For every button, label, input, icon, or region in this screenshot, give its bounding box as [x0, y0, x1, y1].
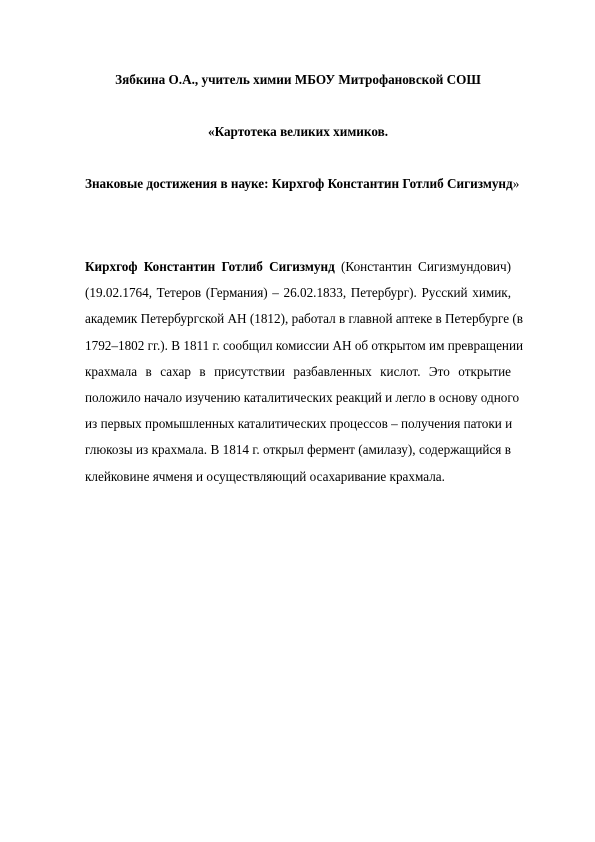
- document-title: «Картотека великих химиков.: [207, 124, 389, 139]
- bio-line-1-rest: (Константин Сигизмундович): [334, 259, 512, 274]
- author-line: Зябкина О.А., учитель химии МБОУ Митрофановской СОШ: [115, 72, 481, 87]
- subtitle-closing-quote: »: [512, 176, 520, 191]
- bio-line-1: [85, 254, 511, 280]
- document-subtitle: [85, 175, 555, 193]
- bio-line-7: из первых промышленных каталитических процессов – получения патоки и: [85, 416, 513, 432]
- bio-line-6: положило начало изучению каталитических реакций и легло в основу одного: [85, 389, 520, 405]
- bio-line-5: крахмала в сахар в присутствии разбавленных кислот. Это открытие: [85, 363, 511, 379]
- biography-paragraph: [85, 254, 524, 490]
- bio-line-8: глюкозы из крахмала. В 1814 г. открыл фермент (амилазу), содержащийся в: [85, 442, 511, 458]
- bio-line-3: академик Петербургской АН (1812), работал в главной аптеке в Петербурге (в: [85, 311, 523, 327]
- bio-person-name: Кирхгоф Константин Готлиб Сигизмунд: [85, 259, 335, 274]
- bio-line-9: клейковине ячменя и осуществляющий осахаривание крахмала.: [85, 468, 445, 484]
- subtitle-text: Знаковые достижения в науке: Кирхгоф Константин Готлиб Сигизмунд: [85, 176, 513, 191]
- bio-line-2: (19.02.1764, Тетеров (Германия) – 26.02.1833, Петербург). Русский химик,: [85, 285, 511, 301]
- bio-line-4: 1792–1802 гг.). В 1811 г. сообщил комиссии АН об открытом им превращении: [85, 337, 524, 353]
